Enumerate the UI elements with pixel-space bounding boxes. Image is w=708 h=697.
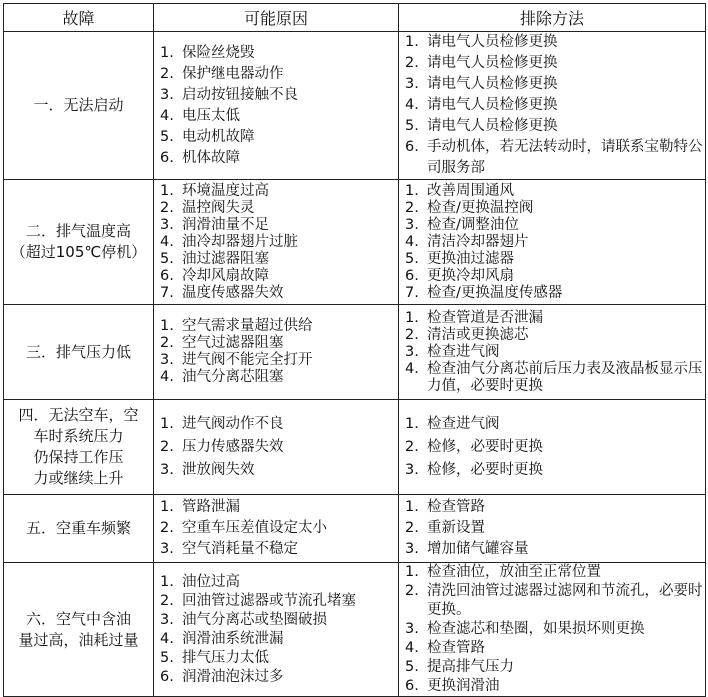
item-text: 检查滤芯和垫圈，如果损坏则更换 <box>427 621 645 637</box>
item-text: 保险丝烧毁 <box>182 44 255 61</box>
item-number: 3. <box>405 461 419 478</box>
item-number: 1. <box>160 44 174 61</box>
item-number: 3. <box>160 461 174 478</box>
fault-text: （超过105℃停机） <box>10 243 147 261</box>
item-number: 4. <box>160 369 174 385</box>
fault-cell <box>4 32 154 180</box>
item-number: 6. <box>160 149 174 166</box>
item-number: 3. <box>160 611 174 628</box>
fault-cell <box>4 563 154 697</box>
item-text: 进气阀动作不良 <box>182 415 284 432</box>
cause-item <box>160 106 398 127</box>
cause-cell-list <box>154 183 398 302</box>
item-text: 检查进气阀 <box>427 343 500 360</box>
fault-text: 仍保持工作压 <box>33 448 124 466</box>
remedy-item <box>405 344 705 361</box>
item-text: 空气需求量超过供给 <box>182 318 313 334</box>
item-number: 5. <box>405 659 419 675</box>
remedy-item <box>405 234 705 251</box>
remedy-cell <box>399 495 706 563</box>
cause-item <box>160 64 398 85</box>
cause-item <box>160 611 398 630</box>
item-text: 油过滤器阻塞 <box>182 250 269 267</box>
item-text: 检查管路 <box>427 499 485 515</box>
cause-item <box>160 539 398 560</box>
item-number: 7. <box>405 284 419 301</box>
item-number: 5. <box>160 250 174 267</box>
item-number: 1. <box>160 499 174 515</box>
item-text: 检查油气分离芯前后压力表及液晶板显示压力值，必要时更换 <box>427 360 703 394</box>
item-number: 3. <box>405 76 419 92</box>
table-row <box>4 400 706 495</box>
item-number: 2. <box>405 199 419 216</box>
item-text: 清洗回油管过滤器过滤网和节流孔，必要时更换。 <box>427 583 703 618</box>
item-number: 1. <box>405 415 419 432</box>
cause-item <box>160 43 398 64</box>
cause-item <box>160 217 398 234</box>
item-number: 7. <box>160 284 174 301</box>
item-number: 1. <box>405 34 419 50</box>
remedy-item <box>405 95 705 116</box>
item-number: 3. <box>405 541 419 557</box>
item-number: 4. <box>405 640 419 656</box>
header-remedies: 排除方法 <box>399 4 706 32</box>
cause-cell <box>154 305 399 400</box>
fault-text: 二．排气温度高 <box>25 222 131 240</box>
item-text: 更换润滑油 <box>427 678 500 694</box>
item-text: 润滑油量不足 <box>182 216 269 233</box>
cause-item <box>160 649 398 668</box>
table-row <box>4 305 706 400</box>
item-text: 检修，必要时更换 <box>427 438 543 455</box>
item-text: 空重车压差值设定太小 <box>182 520 327 536</box>
fault-text: 四．无法空车，空 <box>18 406 139 424</box>
remedy-item <box>405 658 705 677</box>
cause-cell-list <box>154 497 398 560</box>
item-text: 冷却风扇故障 <box>182 267 269 284</box>
fault-text: 力或继续上升 <box>33 469 124 487</box>
fault-text: 一．无法启动 <box>33 96 124 114</box>
item-number: 4. <box>160 233 174 250</box>
cause-cell <box>154 563 399 697</box>
item-text: 检修，必要时更换 <box>427 461 543 478</box>
cause-item <box>160 127 398 148</box>
remedy-item <box>405 53 705 74</box>
cause-cell-list <box>154 413 398 482</box>
item-text: 请电气人员检修更换 <box>427 97 558 113</box>
item-text: 检查管道是否泄漏 <box>427 309 543 326</box>
item-number: 4. <box>160 107 174 124</box>
item-text: 清洁或更换滤芯 <box>427 326 529 343</box>
item-text: 更换油过滤器 <box>427 250 514 267</box>
remedy-cell-list <box>399 32 705 179</box>
item-text: 检查油位，放油至正常位置 <box>427 564 601 580</box>
table-row <box>4 495 706 563</box>
remedy-cell <box>399 563 706 697</box>
item-text: 油位过高 <box>182 573 240 590</box>
item-text: 请电气人员检修更换 <box>427 55 558 71</box>
cause-item <box>160 497 398 518</box>
item-text: 电压太低 <box>182 107 240 124</box>
item-text: 重新设置 <box>427 520 485 536</box>
remedy-item <box>405 677 705 696</box>
item-number: 4. <box>160 630 174 647</box>
item-text: 检查/调整油位 <box>427 216 519 233</box>
cause-cell-list <box>154 318 398 386</box>
item-number: 2. <box>160 199 174 216</box>
item-number: 3. <box>160 541 174 557</box>
item-text: 空气过滤器阻塞 <box>182 335 284 351</box>
item-text: 检查管路 <box>427 640 485 656</box>
remedy-cell-list <box>399 497 705 560</box>
item-number: 1. <box>160 318 174 334</box>
item-text: 增加储气罐容量 <box>427 541 529 557</box>
item-number: 1. <box>405 499 419 515</box>
fault-cell <box>4 180 154 305</box>
cause-cell-list <box>154 43 398 169</box>
remedy-item <box>405 539 705 560</box>
remedy-cell-list <box>399 413 705 482</box>
item-text: 排气压力太低 <box>182 649 269 666</box>
cause-cell <box>154 32 399 180</box>
table-row <box>4 32 706 180</box>
item-text: 检查/更换温度传感器 <box>427 284 563 301</box>
cause-cell <box>154 180 399 305</box>
remedy-cell-list <box>399 183 705 302</box>
remedy-item <box>405 137 705 179</box>
header-causes: 可能原因 <box>154 4 399 32</box>
remedy-cell-list <box>399 563 705 696</box>
header-row <box>4 4 706 32</box>
remedy-item <box>405 518 705 539</box>
cause-item <box>160 518 398 539</box>
item-number: 3. <box>160 352 174 368</box>
cause-item <box>160 268 398 285</box>
remedy-item <box>405 251 705 268</box>
item-text: 油冷却器翅片过脏 <box>182 233 298 250</box>
cause-item <box>160 148 398 169</box>
item-text: 压力传感器失效 <box>182 438 284 455</box>
item-number: 4. <box>405 233 419 250</box>
item-text: 检查进气阀 <box>427 415 500 432</box>
cause-item <box>160 183 398 200</box>
item-text: 保护继电器动作 <box>182 65 284 82</box>
cause-item <box>160 573 398 592</box>
item-number: 2. <box>405 326 419 343</box>
remedy-item <box>405 639 705 658</box>
item-text: 管路泄漏 <box>182 499 240 515</box>
remedy-item <box>405 459 705 482</box>
remedy-cell <box>399 400 706 495</box>
fault-table <box>3 3 706 697</box>
fault-text: 六．空气中含油 <box>25 609 131 628</box>
remedy-cell <box>399 32 706 180</box>
item-number: 2. <box>405 583 419 599</box>
item-number: 2. <box>405 520 419 536</box>
item-number: 1. <box>405 182 419 199</box>
remedy-item <box>405 116 705 137</box>
cause-item <box>160 369 398 386</box>
item-text: 泄放阀失效 <box>182 461 255 478</box>
remedy-cell-list <box>399 310 705 395</box>
remedy-item <box>405 217 705 234</box>
cause-cell-list <box>154 573 398 687</box>
item-text: 请电气人员检修更换 <box>427 118 558 134</box>
table-row <box>4 563 706 697</box>
cause-item <box>160 459 398 482</box>
cause-cell <box>154 495 399 563</box>
remedy-item <box>405 200 705 217</box>
item-text: 检查/更换温控阀 <box>427 199 534 216</box>
fault-text: 量过高，油耗过量 <box>18 630 139 649</box>
item-number: 2. <box>160 520 174 536</box>
item-number: 3. <box>405 621 419 637</box>
remedy-item <box>405 310 705 327</box>
item-number: 5. <box>405 118 419 134</box>
fault-text: 五．空重车频繁 <box>25 519 131 537</box>
item-number: 2. <box>160 335 174 351</box>
remedy-item <box>405 563 705 582</box>
item-text: 请电气人员检修更换 <box>427 34 558 50</box>
cause-item <box>160 335 398 352</box>
item-number: 3. <box>405 216 419 233</box>
item-text: 请电气人员检修更换 <box>427 76 558 92</box>
item-text: 更换冷却风扇 <box>427 267 514 284</box>
item-text: 油气分离芯阻塞 <box>182 369 284 385</box>
item-number: 1. <box>405 309 419 326</box>
item-number: 1. <box>160 415 174 432</box>
item-text: 环境温度过高 <box>182 182 269 199</box>
cause-item <box>160 285 398 302</box>
fault-cell <box>4 495 154 563</box>
item-text: 清洁冷却器翅片 <box>427 233 529 250</box>
remedy-cell <box>399 180 706 305</box>
remedy-item <box>405 74 705 95</box>
cause-item <box>160 436 398 459</box>
item-number: 2. <box>160 592 174 609</box>
remedy-item <box>405 620 705 639</box>
item-number: 5. <box>160 128 174 145</box>
item-text: 温度传感器失效 <box>182 284 284 301</box>
cause-item <box>160 200 398 217</box>
item-text: 机体故障 <box>182 149 240 166</box>
item-number: 2. <box>405 438 419 455</box>
cause-cell <box>154 400 399 495</box>
item-number: 5. <box>160 649 174 666</box>
cause-item <box>160 318 398 335</box>
item-text: 电动机故障 <box>182 128 255 145</box>
item-number: 6. <box>160 267 174 284</box>
cause-item <box>160 592 398 611</box>
item-number: 3. <box>160 216 174 233</box>
item-text: 润滑油泡沫过多 <box>182 668 284 685</box>
item-number: 6. <box>405 139 419 155</box>
item-text: 温控阀失灵 <box>182 199 255 216</box>
item-number: 1. <box>405 564 419 580</box>
cause-item <box>160 630 398 649</box>
remedy-item <box>405 582 705 620</box>
remedy-item <box>405 361 705 395</box>
remedy-item <box>405 268 705 285</box>
remedy-cell <box>399 305 706 400</box>
item-text: 空气消耗量不稳定 <box>182 541 298 557</box>
item-text: 回油管过滤器或节流孔堵塞 <box>182 592 356 609</box>
item-number: 1. <box>160 573 174 590</box>
item-number: 2. <box>160 438 174 455</box>
item-text: 手动机体，若无法转动时，请联系宝勒特公司服务部 <box>427 139 703 176</box>
item-text: 启动按钮接触不良 <box>182 86 298 103</box>
cause-item <box>160 413 398 436</box>
item-number: 6. <box>405 678 419 694</box>
item-number: 2. <box>405 55 419 71</box>
remedy-item <box>405 413 705 436</box>
item-number: 4. <box>405 360 419 377</box>
item-number: 6. <box>160 668 174 685</box>
item-number: 3. <box>160 86 174 103</box>
remedy-item <box>405 32 705 53</box>
remedy-item <box>405 183 705 200</box>
item-number: 4. <box>405 97 419 113</box>
cause-item <box>160 85 398 106</box>
remedy-item <box>405 497 705 518</box>
fault-cell <box>4 305 154 400</box>
cause-item <box>160 251 398 268</box>
remedy-item <box>405 436 705 459</box>
header-fault: 故障 <box>4 4 154 32</box>
cause-item <box>160 234 398 251</box>
item-number: 6. <box>405 267 419 284</box>
item-number: 2. <box>160 65 174 82</box>
cause-item <box>160 352 398 369</box>
item-text: 进气阀不能完全打开 <box>182 352 313 368</box>
remedy-item <box>405 327 705 344</box>
table-row <box>4 180 706 305</box>
item-text: 提高排气压力 <box>427 659 514 675</box>
remedy-item <box>405 285 705 302</box>
item-number: 3. <box>405 343 419 360</box>
item-number: 1. <box>160 182 174 199</box>
item-text: 油气分离芯或垫圈破损 <box>182 611 327 628</box>
item-text: 改善周围通风 <box>427 182 514 199</box>
item-text: 润滑油系统泄漏 <box>182 630 284 647</box>
item-number: 5. <box>405 250 419 267</box>
fault-text: 三．排气压力低 <box>25 342 131 361</box>
fault-text: 车时系统压力 <box>33 427 124 445</box>
fault-cell <box>4 400 154 495</box>
